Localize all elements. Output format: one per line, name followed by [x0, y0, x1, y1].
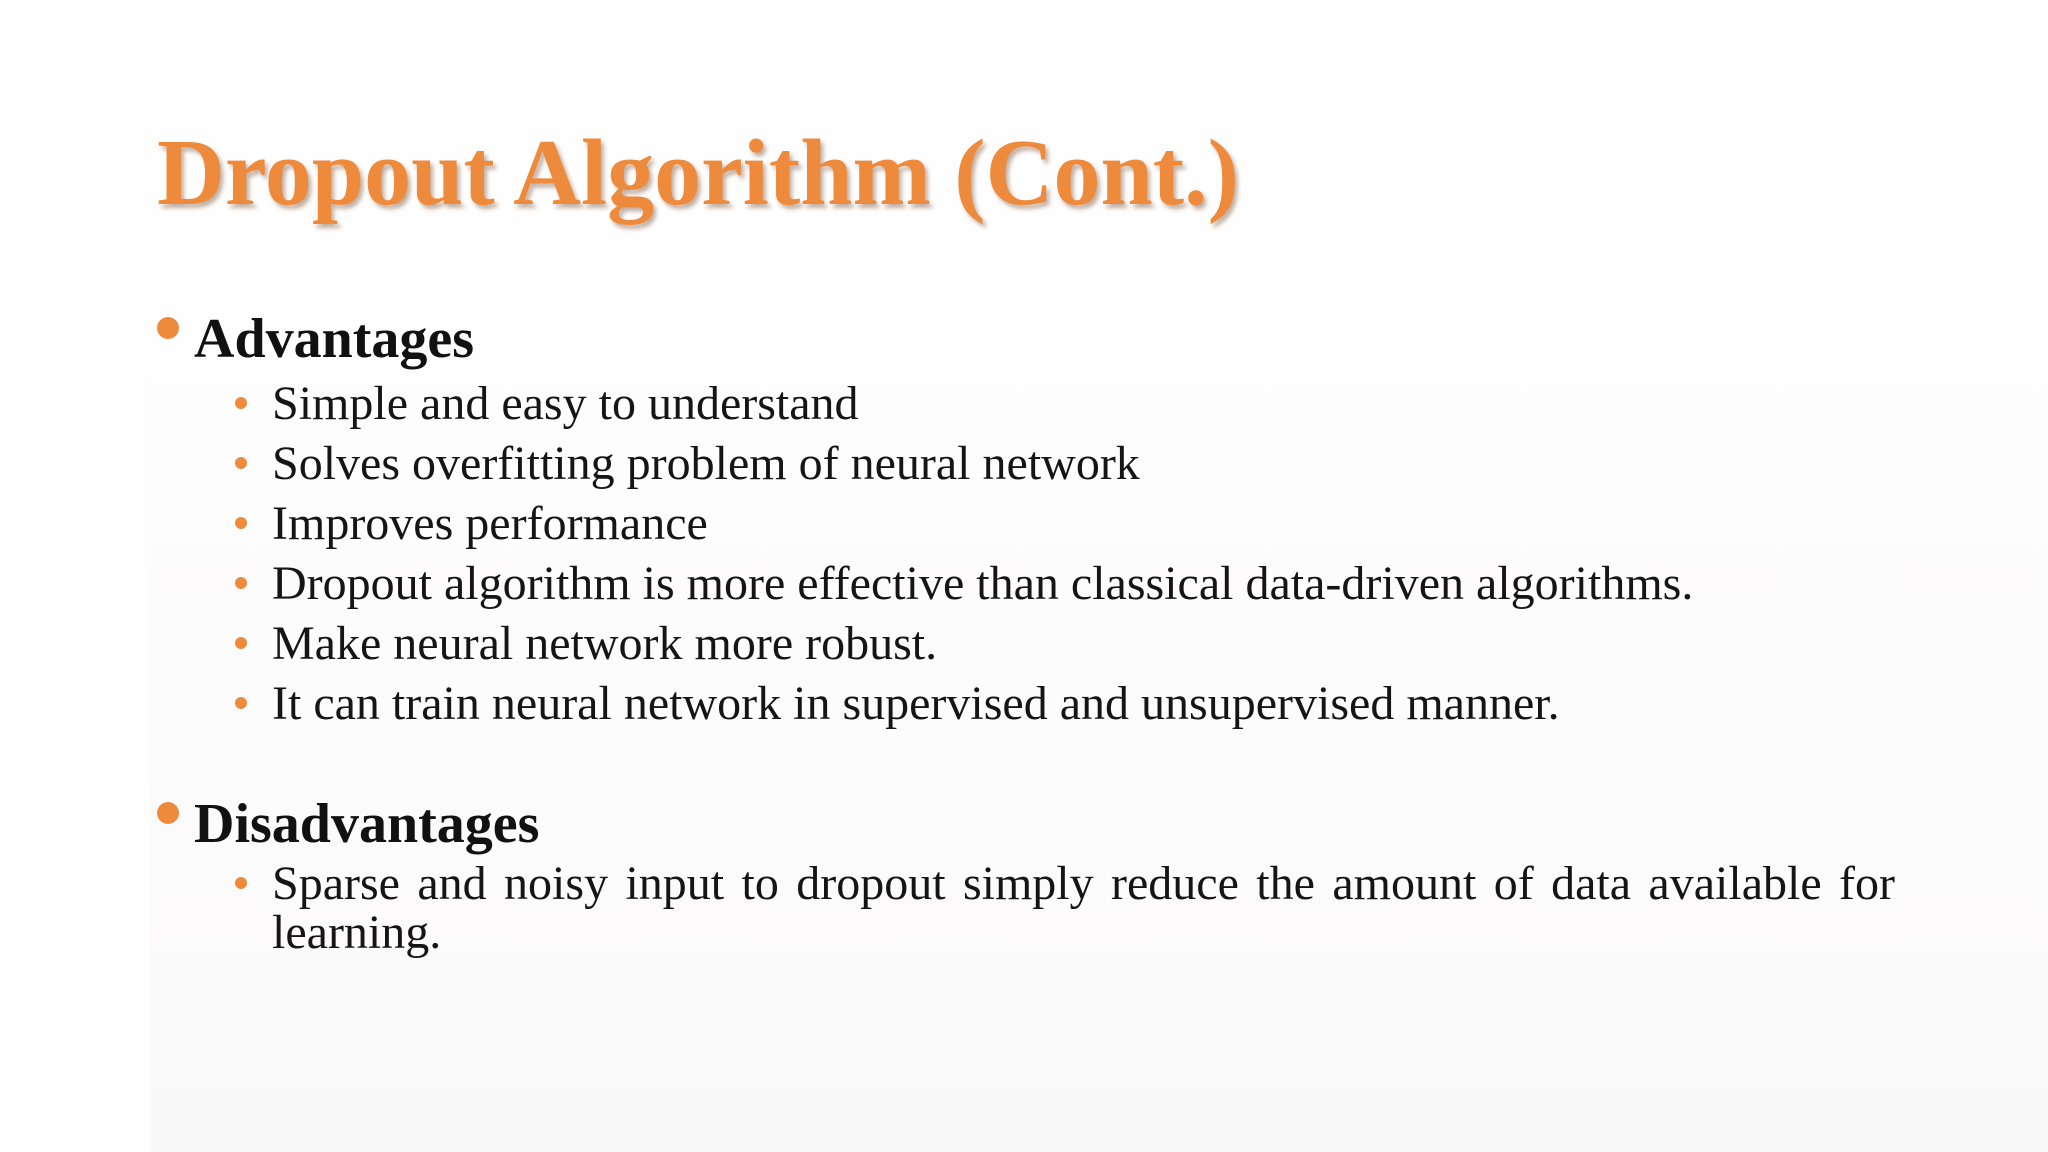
advantages-list	[157, 374, 1897, 734]
bullet-icon	[235, 637, 247, 649]
disadvantages-list	[157, 859, 1897, 957]
list-item-text: Sparse and noisy input to dropout simply reduce the amount of data available for learning.	[272, 857, 1895, 959]
list-item-text: Dropout algorithm is more effective than classical data-driven algorithms.	[272, 557, 1694, 610]
list-item	[157, 374, 1897, 434]
disadvantages-heading-row	[157, 789, 1897, 859]
slide-title: Dropout Algorithm (Cont.)	[157, 121, 1239, 225]
list-item	[157, 434, 1897, 494]
advantages-section	[157, 304, 1897, 734]
list-item	[157, 674, 1897, 734]
advantages-heading-row	[157, 304, 1897, 374]
bullet-icon	[157, 317, 179, 339]
bullet-icon	[235, 877, 247, 889]
bullet-icon	[235, 697, 247, 709]
list-item	[157, 554, 1897, 614]
list-item-text: Solves overfitting problem of neural network	[272, 437, 1140, 490]
slide-margin-shade	[0, 0, 150, 1152]
list-item	[157, 614, 1897, 674]
bullet-icon	[157, 802, 179, 824]
bullet-icon	[235, 577, 247, 589]
list-item-text: Make neural network more robust.	[272, 617, 938, 670]
bullet-icon	[235, 397, 247, 409]
disadvantages-heading: Disadvantages	[194, 793, 540, 855]
list-item	[157, 859, 1895, 957]
bullet-icon	[235, 457, 247, 469]
list-item-text: Simple and easy to understand	[272, 377, 859, 430]
list-item-text: It can train neural network in supervised and unsupervised manner.	[272, 677, 1560, 730]
disadvantages-section	[157, 789, 1897, 957]
advantages-heading: Advantages	[194, 308, 475, 370]
bullet-icon	[235, 517, 247, 529]
list-item-text: Improves performance	[272, 497, 708, 550]
list-item	[157, 494, 1897, 554]
